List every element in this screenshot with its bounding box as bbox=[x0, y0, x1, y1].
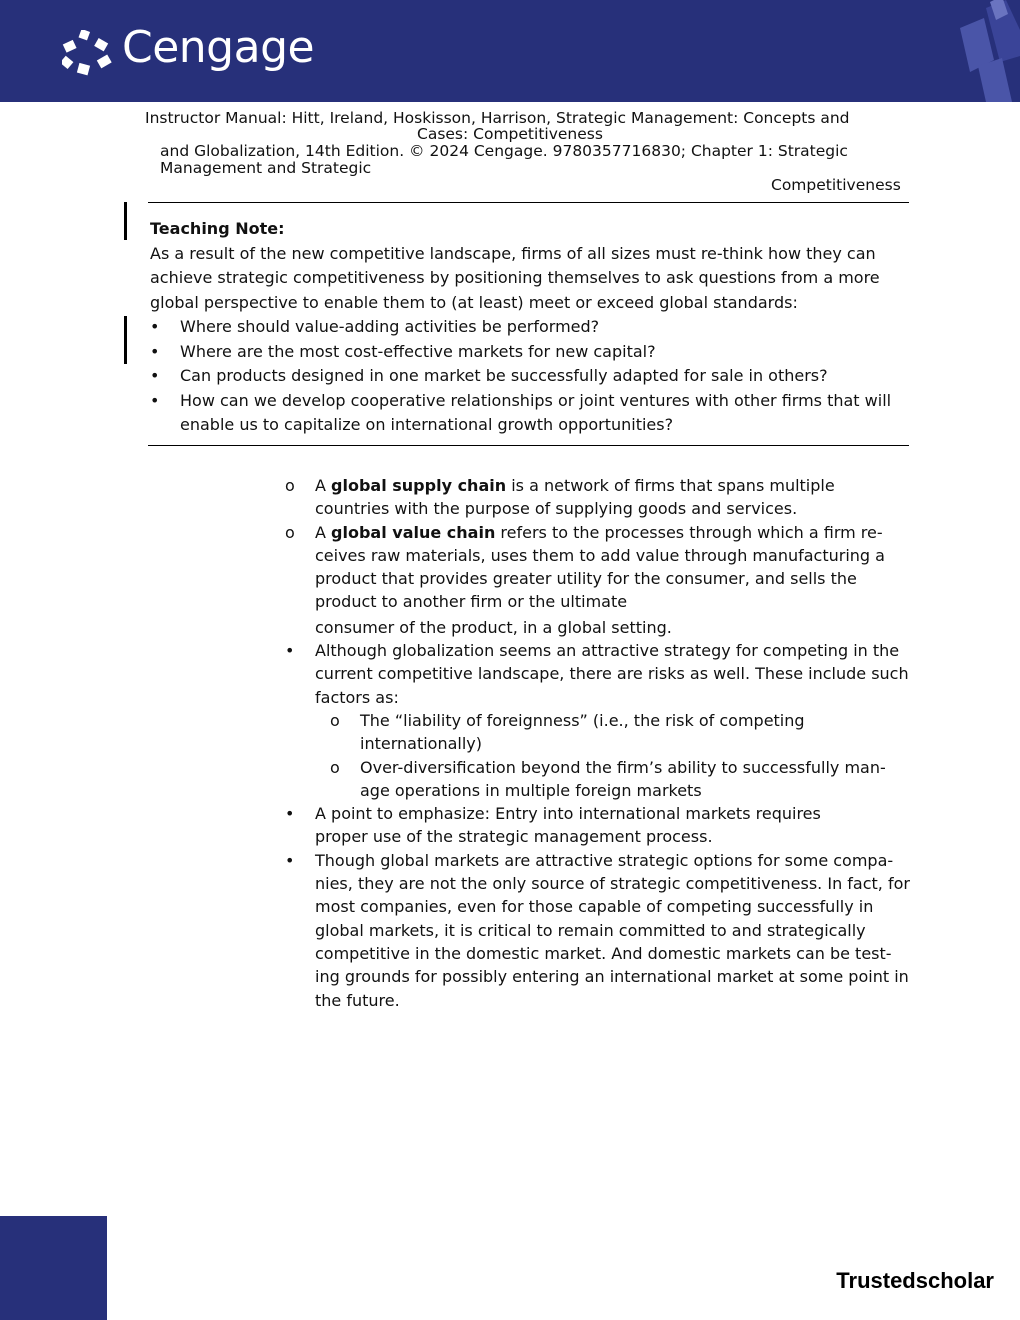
term-global-supply-chain: global supply chain bbox=[331, 476, 507, 495]
sub-bullet: o bbox=[330, 710, 340, 730]
list-item: • Though global markets are attractive strategic options for some compa-nies, they are not the only source of strategic competitiveness. In fact, for most companies, even for those capable of competing successfully in global markets, it is critical to remain committed to and strategically competitive in the domestic market. And domestic markets can be test-ing grounds for possibly entering an international market at some point in the future. bbox=[285, 850, 910, 1010]
bullet: • bbox=[285, 641, 295, 661]
sub-bullet: o bbox=[285, 476, 295, 495]
sub-bullet: o bbox=[330, 757, 340, 777]
logo-text: Cengage bbox=[122, 22, 315, 73]
change-bar bbox=[124, 316, 127, 364]
header-divider bbox=[148, 202, 909, 203]
header-line: and Globalization, 14th Edition. © 2024 Cengage. 9780357716830; Chapter 1: Strategic bbox=[160, 142, 848, 160]
bullet: • bbox=[150, 317, 160, 336]
list-item: o A global supply chain is a network of firms that spans multiple countries with the purpose of supplying goods and services. bbox=[285, 476, 835, 519]
body-content bbox=[285, 474, 910, 1012]
header-line: Instructor Manual: Hitt, Ireland, Hoskisson, Harrison, Strategic Management: Concepts and bbox=[145, 109, 850, 127]
bullet: • bbox=[285, 850, 295, 870]
header-line: Competitiveness bbox=[771, 176, 901, 194]
list-item: o Over-diversification beyond the firm’s ability to successfully man-age operations in multiple foreign markets bbox=[330, 757, 886, 800]
header-line: Management and Strategic bbox=[160, 159, 372, 177]
bullet: • bbox=[150, 366, 160, 385]
teaching-note-questions bbox=[150, 315, 910, 438]
cengage-logo-icon bbox=[62, 30, 112, 76]
sub-bullet: o bbox=[285, 522, 295, 542]
list-item: o A global value chain refers to the processes through which a firm re-ceives raw materials, uses them to add value through manufacturing a product that provides greater utility for the consumer, and sells the product to another firm or the ultimate consumer of the product, in a global setting. bbox=[285, 521, 910, 639]
teaching-note-divider bbox=[148, 445, 909, 446]
list-item: • Where should value-adding activities be performed? bbox=[150, 315, 910, 340]
term-global-value-chain: global value chain bbox=[331, 522, 496, 542]
corner-decoration-icon bbox=[950, 0, 1020, 102]
bullet: • bbox=[150, 390, 160, 410]
value-chain-continuation: consumer of the product, in a global setting. bbox=[315, 617, 672, 637]
header-line: Cases: Competitiveness bbox=[417, 125, 603, 143]
bullet: • bbox=[285, 804, 295, 824]
header-banner bbox=[0, 0, 1020, 102]
list-item: • Can products designed in one market be successfully adapted for sale in others? bbox=[150, 364, 910, 389]
list-item: • Where are the most cost-effective markets for new capital? bbox=[150, 340, 910, 365]
teaching-note-title: Teaching Note: bbox=[150, 219, 285, 238]
bullet: • bbox=[150, 341, 160, 361]
change-bar bbox=[124, 202, 127, 240]
teaching-note bbox=[150, 217, 910, 438]
list-item: o The “liability of foreignness” (i.e., the risk of competing internationally) bbox=[330, 710, 805, 754]
list-item: • How can we develop cooperative relationships or joint ventures with other firms that will enable us to capitalize on international growth opportunities? bbox=[150, 390, 892, 434]
footer-brand: Trustedscholar bbox=[836, 1268, 994, 1293]
teaching-note-intro: As a result of the new competitive landscape, firms of all sizes must re-think how they can achieve strategic competitiveness by positioning themselves to ask questions from a more global perspective to enable them to (at least) meet or exceed global standards: bbox=[150, 243, 880, 312]
list-item: • Although globalization seems an attractive strategy for competing in the current competitive landscape, there are risks as well. These include such factors as: bbox=[285, 641, 909, 707]
list-item: • A point to emphasize: Entry into international markets requires proper use of the strategic management process. bbox=[285, 804, 821, 847]
footer-box bbox=[0, 1216, 107, 1320]
